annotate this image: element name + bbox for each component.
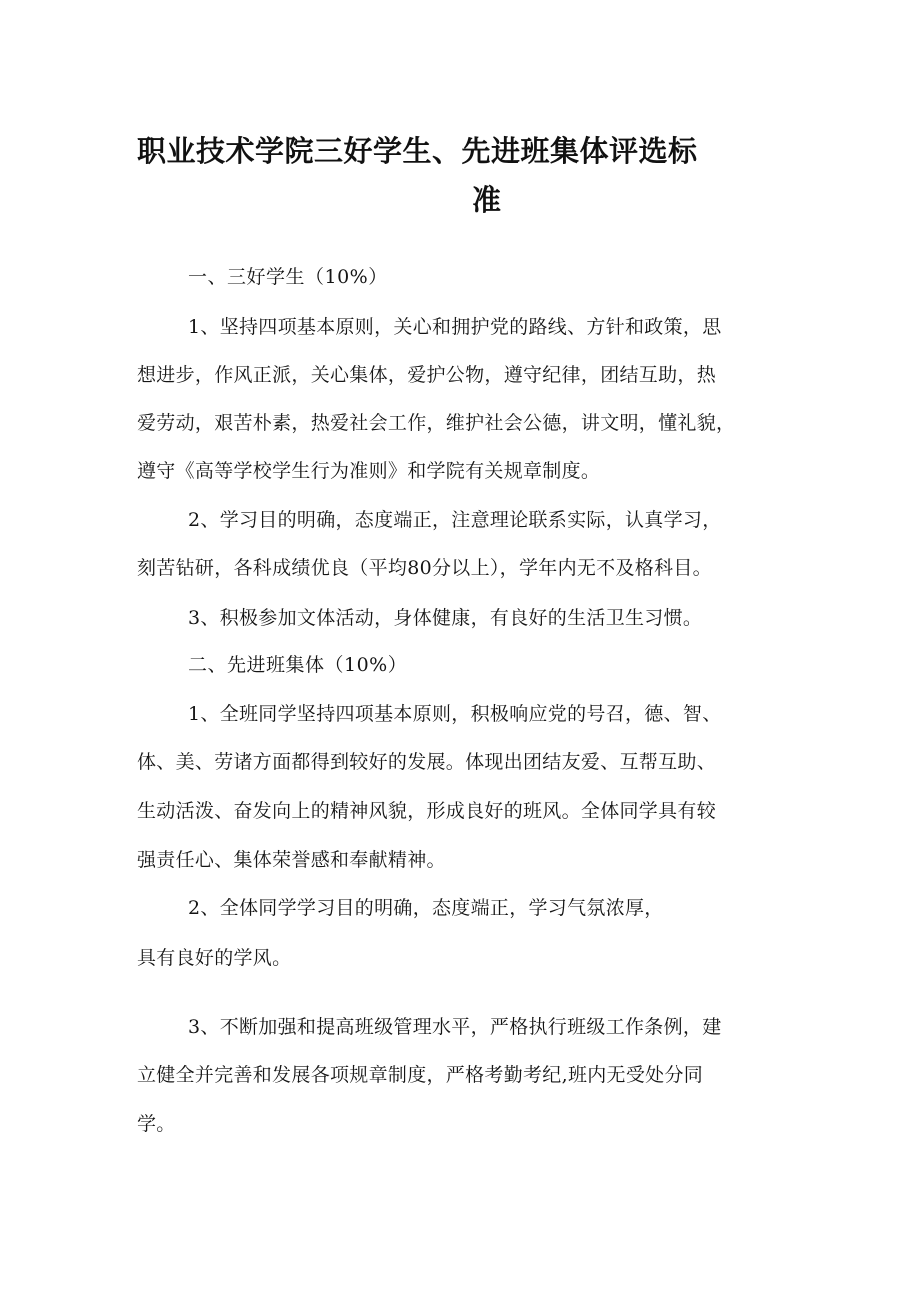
paragraph-line: 刻苦钻研，各科成绩优良（平均80分以上），学年内无不及格科目。 <box>137 557 712 579</box>
paragraph-line: 立健全并完善和发展各项规章制度，严格考勤考纪,班内无受处分同 <box>137 1064 704 1086</box>
paragraph-line: 生动活泼、奋发向上的精神风貌，形成良好的班风。全体同学具有较 <box>137 800 717 822</box>
paragraph-line: 爱劳动，艰苦朴素，热爱社会工作，维护社会公德，讲文明，懂礼貌， <box>137 412 736 434</box>
document-title-line-2: 准 <box>472 183 502 217</box>
section-heading-three-good-students: 一、三好学生（10%） <box>188 266 388 288</box>
paragraph-line: 想进步，作风正派，关心集体，爱护公物，遵守纪律，团结互助，热 <box>137 364 717 386</box>
paragraph-line: 3、不断加强和提高班级管理水平，严格执行班级工作条例，建 <box>188 1016 722 1038</box>
paragraph-line: 学。 <box>137 1113 176 1135</box>
paragraph-line: 遵守《高等学校学生行为准则》和学院有关规章制度。 <box>137 460 601 482</box>
section-heading-advanced-class: 二、先进班集体（10%） <box>188 654 408 676</box>
paragraph-line: 强责任心、集体荣誉感和奉献精神。 <box>137 849 446 871</box>
paragraph-line: 体、美、劳诸方面都得到较好的发展。体现出团结友爱、互帮互助、 <box>137 751 717 773</box>
paragraph-line: 3、积极参加文体活动，身体健康，有良好的生活卫生习惯。 <box>188 607 703 629</box>
document-title-line-1: 职业技术学院三好学生、先进班集体评选标 <box>137 134 698 168</box>
paragraph-line: 1、坚持四项基本原则，关心和拥护党的路线、方针和政策，思 <box>188 316 722 338</box>
paragraph-line: 2、学习目的明确，态度端正，注意理论联系实际，认真学习， <box>188 509 722 531</box>
paragraph-line: 1、全班同学坚持四项基本原则，积极响应党的号召，德、智、 <box>188 703 722 725</box>
paragraph-line: 具有良好的学风。 <box>137 947 292 969</box>
paragraph-line: 2、全体同学学习目的明确，态度端正，学习气氛浓厚， <box>188 897 664 919</box>
